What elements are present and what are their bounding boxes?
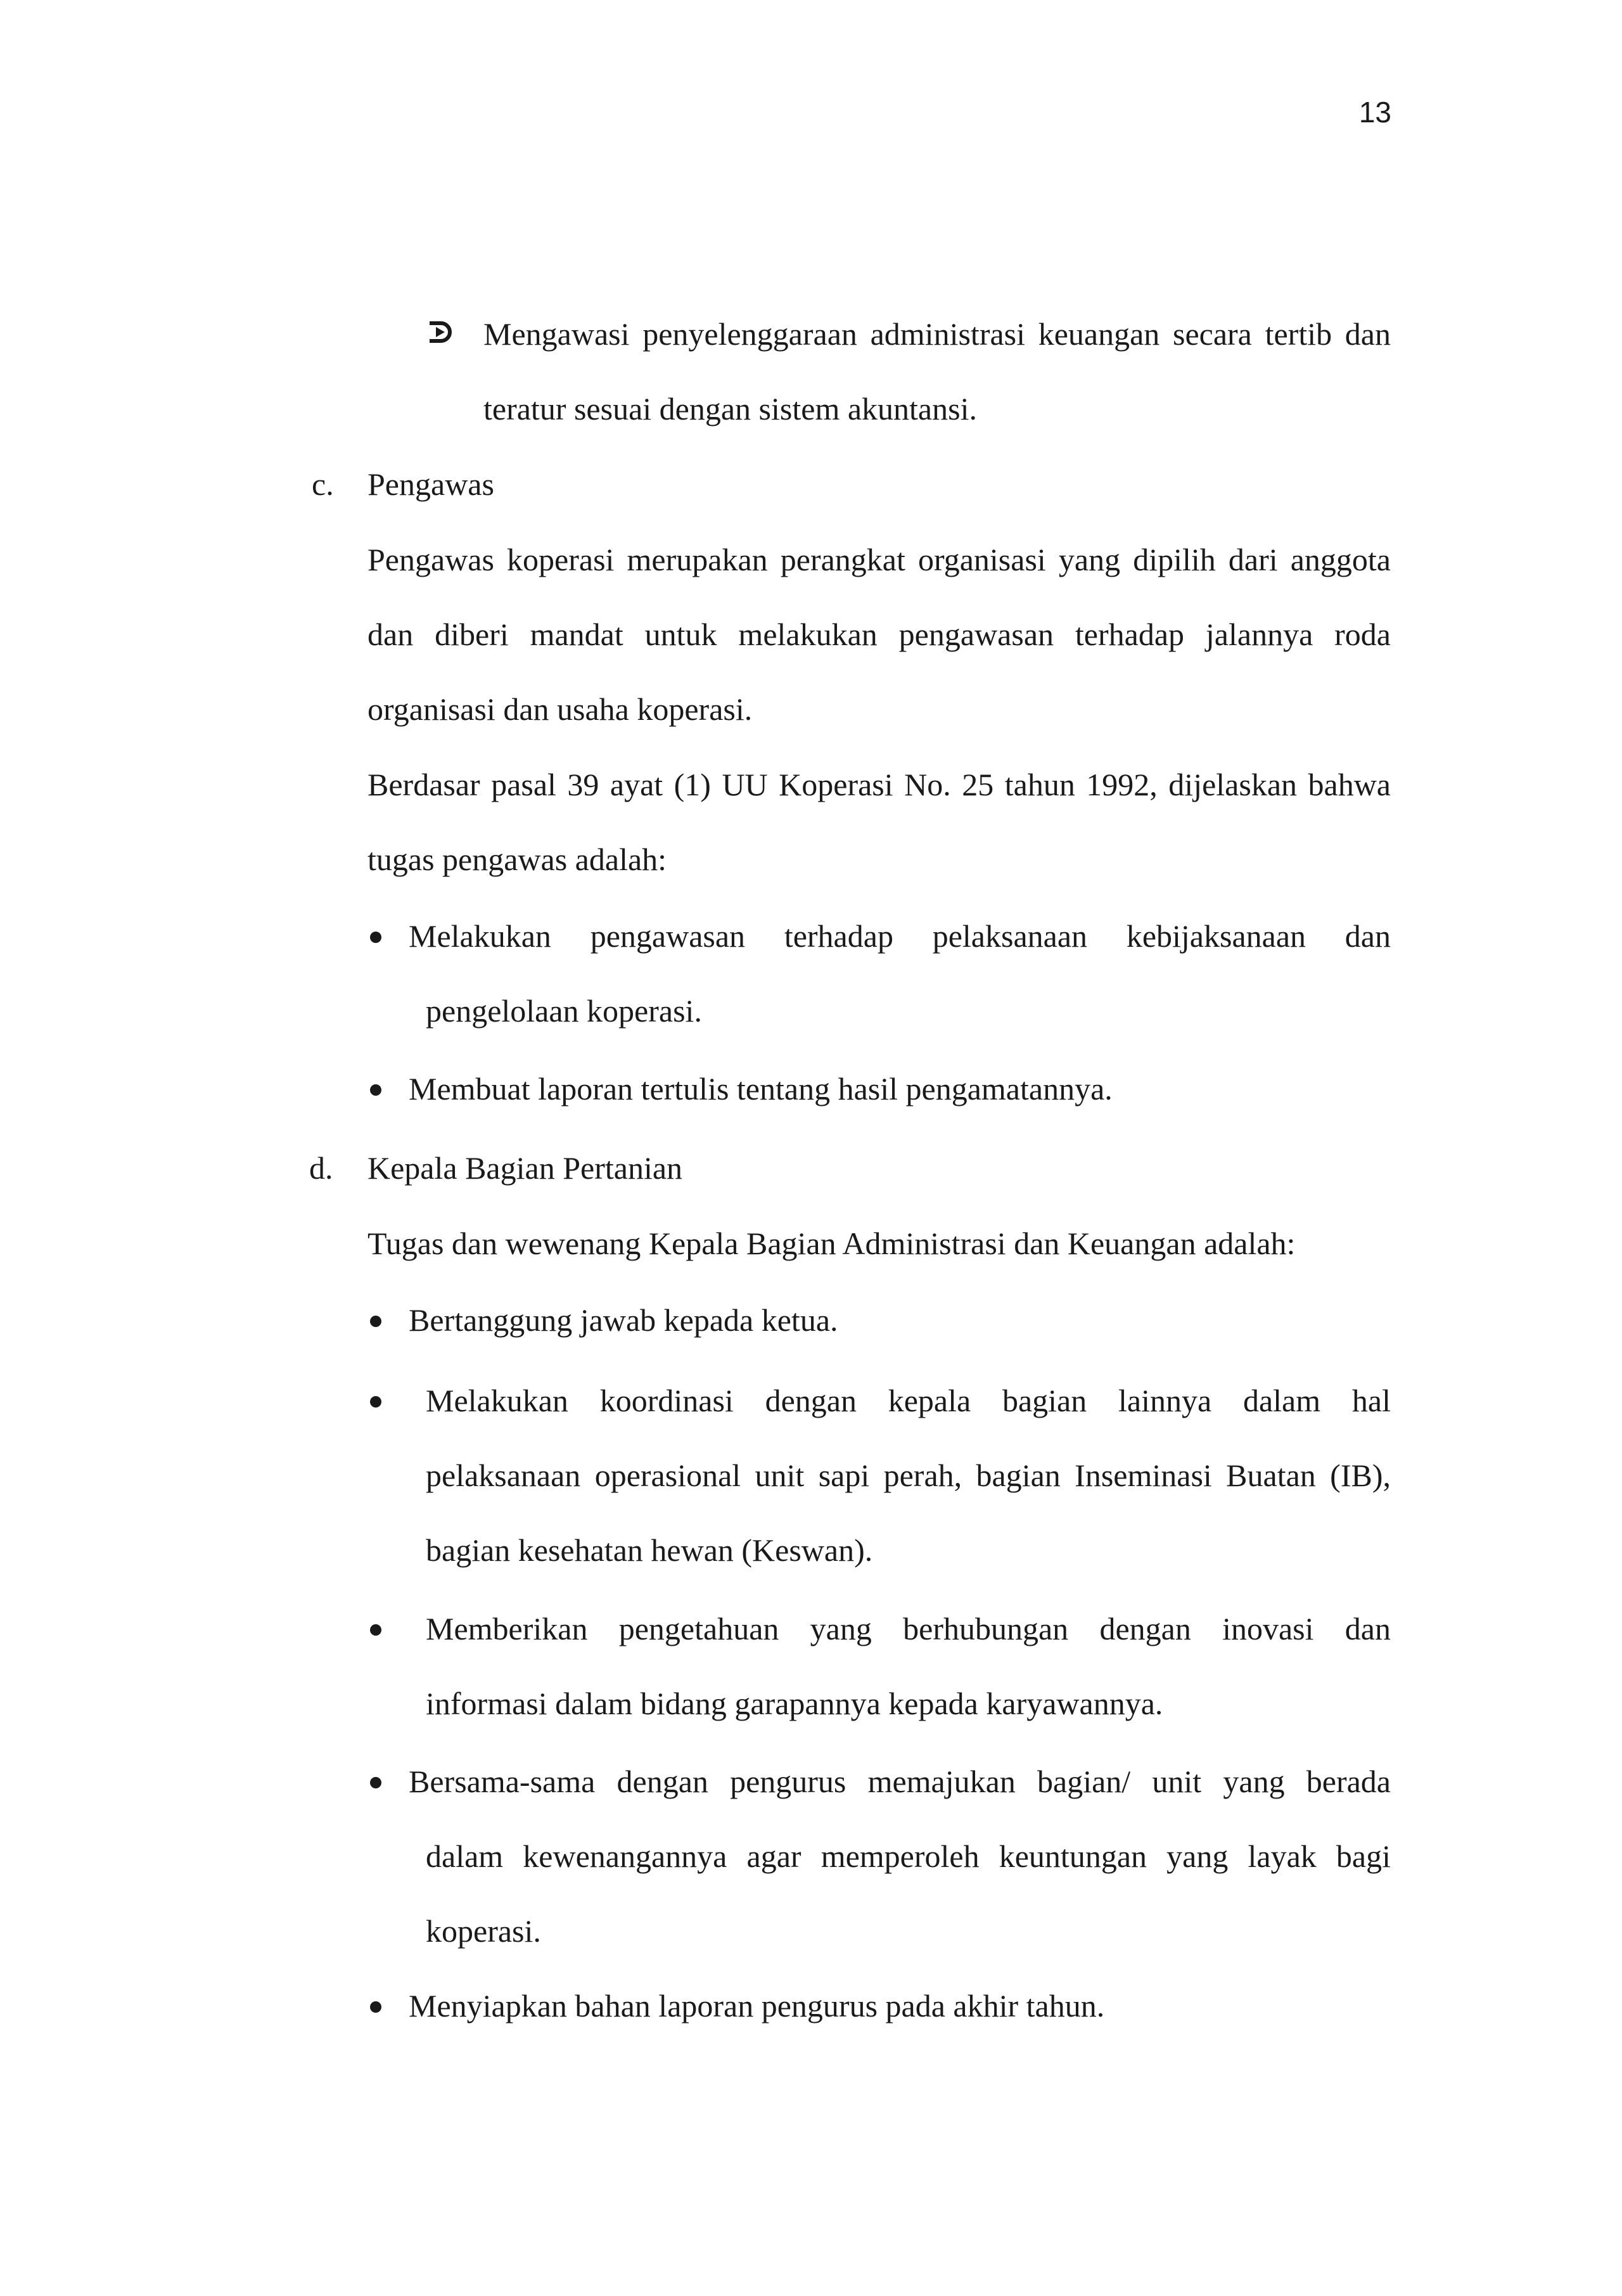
section-d-bullet-5-line-1: Menyiapkan bahan laporan pengurus pada akhir tahun. bbox=[409, 1988, 1105, 2023]
section-d-bullet-3-line-1: Memberikan pengetahuan yang berhubungan dengan inovasi dan bbox=[426, 1611, 1391, 1646]
arrow-item-line-2: teratur sesuai dengan sistem akuntansi. bbox=[483, 391, 977, 426]
section-d-bullet-3-line-2: informasi dalam bidang garapannya kepada karyawannya. bbox=[426, 1686, 1163, 1721]
section-d-intro: Tugas dan wewenang Kepala Bagian Administrasi dan Keuangan adalah: bbox=[367, 1226, 1296, 1261]
section-d-bullet-4-line-1: Bersama-sama dengan pengurus memajukan bagian/ unit yang berada bbox=[409, 1764, 1391, 1799]
section-c-para2-line-1: Berdasar pasal 39 ayat (1) UU Koperasi No. 25 tahun 1992, dijelaskan bahwa bbox=[367, 767, 1391, 802]
section-d-bullet-2-line-2: pelaksanaan operasional unit sapi perah, bagian Inseminasi Buatan (IB), bbox=[426, 1458, 1391, 1493]
bullet-icon bbox=[370, 1084, 381, 1096]
section-c-marker: c. bbox=[312, 466, 334, 502]
section-d-marker: d. bbox=[309, 1150, 333, 1186]
bullet-icon bbox=[370, 1316, 381, 1327]
section-c-para1-line-2: dan diberi mandat untuk melakukan pengawasan terhadap jalannya roda bbox=[367, 617, 1391, 652]
bullet-icon bbox=[370, 1396, 381, 1408]
section-c-bullet-1-line-1: Melakukan pengawasan terhadap pelaksanaan kebijaksanaan dan bbox=[409, 918, 1391, 954]
section-d-bullet-2-line-3: bagian kesehatan hewan (Keswan). bbox=[426, 1532, 873, 1568]
section-c-bullet-1-line-2: pengelolaan koperasi. bbox=[426, 993, 702, 1029]
section-d-bullet-4-line-2: dalam kewenangannya agar memperoleh keuntungan yang layak bagi bbox=[426, 1838, 1391, 1874]
section-c-para1-line-1: Pengawas koperasi merupakan perangkat organisasi yang dipilih dari anggota bbox=[367, 542, 1391, 577]
section-d-heading: Kepala Bagian Pertanian bbox=[367, 1150, 683, 1186]
section-c-heading: Pengawas bbox=[367, 466, 494, 502]
section-d-bullet-2-line-1: Melakukan koordinasi dengan kepala bagian lainnya dalam hal bbox=[426, 1383, 1391, 1418]
bullet-icon bbox=[370, 1777, 381, 1788]
bullet-icon bbox=[370, 1624, 381, 1636]
page-number: 13 bbox=[1358, 96, 1391, 129]
bullet-icon bbox=[370, 2001, 381, 2013]
arrow-item-line-1: Mengawasi penyelenggaraan administrasi keuangan secara tertib dan bbox=[483, 316, 1391, 352]
section-d-bullet-1-line-1: Bertanggung jawab kepada ketua. bbox=[409, 1302, 838, 1338]
section-c-bullet-2-line-1: Membuat laporan tertulis tentang hasil pengamatannya. bbox=[409, 1071, 1113, 1106]
section-c-para1-line-3: organisasi dan usaha koperasi. bbox=[367, 691, 753, 727]
section-d-bullet-4-line-3: koperasi. bbox=[426, 1913, 541, 1949]
arrow-bullet-icon bbox=[426, 319, 454, 345]
bullet-icon bbox=[370, 932, 381, 943]
section-c-para2-line-2: tugas pengawas adalah: bbox=[367, 842, 667, 877]
